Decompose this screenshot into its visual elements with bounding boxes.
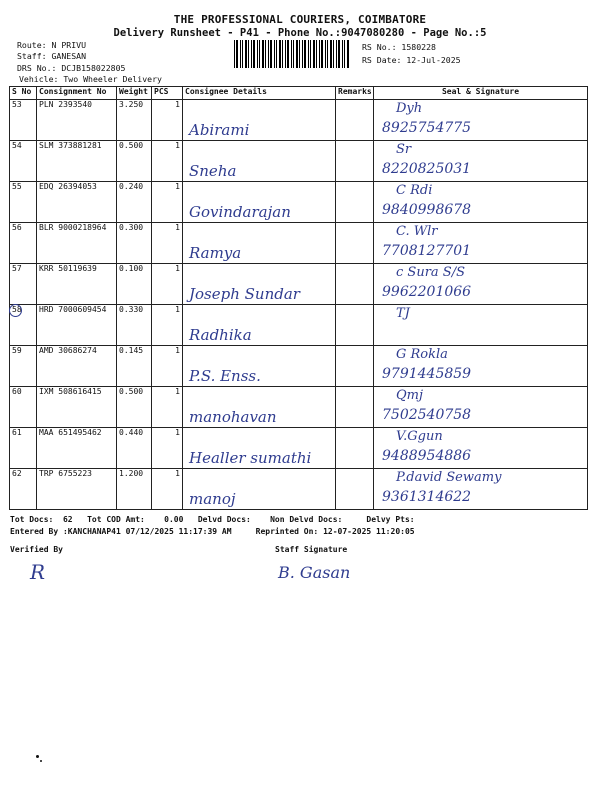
row-pcs: 1 bbox=[152, 387, 183, 428]
row-pcs: 1 bbox=[152, 428, 183, 469]
col-pcs: PCS bbox=[152, 87, 183, 100]
barcode-image bbox=[233, 40, 351, 68]
consignee-handwritten-name: Healler sumathi bbox=[189, 449, 312, 467]
row-pcs: 1 bbox=[152, 346, 183, 387]
row-consignment-no: HRD 7000609454 bbox=[37, 305, 117, 346]
row-pcs: 1 bbox=[152, 264, 183, 305]
consignee-handwritten-name: Sneha bbox=[189, 162, 237, 180]
row-consignee-cell bbox=[183, 346, 336, 387]
consignee-handwritten-name: manoj bbox=[189, 490, 236, 508]
row-sno: 60 bbox=[10, 387, 37, 428]
staff-signature: B. Gasan bbox=[278, 563, 351, 582]
row-sno: 56 bbox=[10, 223, 37, 264]
row-weight: 0.240 bbox=[117, 182, 152, 223]
row-signature-cell bbox=[374, 428, 588, 469]
row-remarks bbox=[336, 305, 374, 346]
row-sno: 61 bbox=[10, 428, 37, 469]
handwritten-phone: 7502540758 bbox=[382, 407, 472, 423]
consignee-handwritten-name: Joseph Sundar bbox=[189, 285, 300, 303]
table-row bbox=[10, 387, 588, 428]
row-consignee-cell bbox=[183, 100, 336, 141]
handwritten-phone: 8220825031 bbox=[382, 161, 472, 177]
table-row bbox=[10, 428, 588, 469]
row-weight: 0.500 bbox=[117, 141, 152, 182]
drs-number: DRS No.: DCJB158022805 bbox=[17, 63, 126, 73]
row-consignment-no: AMD 30686274 bbox=[37, 346, 117, 387]
row-consignee-cell bbox=[183, 428, 336, 469]
row-pcs: 1 bbox=[152, 469, 183, 510]
row-remarks bbox=[336, 469, 374, 510]
row-consignee-cell bbox=[183, 141, 336, 182]
consignee-handwritten-name: Abirami bbox=[189, 121, 250, 139]
row-consignee-cell bbox=[183, 223, 336, 264]
table-row bbox=[10, 223, 588, 264]
table-row bbox=[10, 100, 588, 141]
consignee-handwritten-name: P.S. Enss. bbox=[189, 367, 261, 385]
row-signature-cell bbox=[374, 346, 588, 387]
vehicle-info: Vehicle: Two Wheeler Delivery bbox=[19, 74, 162, 84]
route-info: Route: N PRIVU bbox=[17, 40, 87, 50]
runsheet-subtitle: Delivery Runsheet - P41 - Phone No.:9047080280 - Page No.:5 bbox=[113, 27, 487, 39]
row-consignee-cell bbox=[183, 469, 336, 510]
row-sno: 58 bbox=[10, 305, 37, 346]
handwritten-phone: 9361314622 bbox=[382, 489, 472, 505]
staff-info: Staff: GANESAN bbox=[17, 51, 87, 61]
row-signature-cell bbox=[374, 182, 588, 223]
handwritten-signature: V.Ggun bbox=[396, 429, 443, 444]
handwritten-signature: Sr bbox=[396, 142, 412, 157]
handwritten-phone: 9791445859 bbox=[382, 366, 472, 382]
row-consignment-no: SLM 373881281 bbox=[37, 141, 117, 182]
row-pcs: 1 bbox=[152, 141, 183, 182]
table-row bbox=[10, 469, 588, 510]
row-weight: 0.300 bbox=[117, 223, 152, 264]
row-weight: 0.100 bbox=[117, 264, 152, 305]
handwritten-phone: 7708127701 bbox=[382, 243, 472, 259]
consignee-handwritten-name: Radhika bbox=[189, 326, 252, 344]
table-row bbox=[10, 264, 588, 305]
totals-line: Tot Docs: 62 Tot COD Amt: 0.00 Delvd Docs: Non Delvd Docs: Delvy Pts: bbox=[10, 515, 415, 524]
col-consignee: Consignee Details bbox=[183, 87, 336, 100]
row-consignment-no: IXM 508616415 bbox=[37, 387, 117, 428]
handwritten-signature: Dyh bbox=[396, 101, 423, 116]
col-consignment: Consignment No bbox=[37, 87, 117, 100]
row-consignment-no: EDQ 26394053 bbox=[37, 182, 117, 223]
rs-date: RS Date: 12-Jul-2025 bbox=[362, 55, 461, 65]
row-signature-cell bbox=[374, 100, 588, 141]
table-header-row bbox=[10, 87, 588, 100]
table-row bbox=[10, 182, 588, 223]
col-remarks: Remarks bbox=[336, 87, 374, 100]
handwritten-phone: 8925754775 bbox=[382, 120, 472, 136]
row-pcs: 1 bbox=[152, 305, 183, 346]
row-weight: 0.145 bbox=[117, 346, 152, 387]
col-weight: Weight bbox=[117, 87, 152, 100]
consignee-handwritten-name: Ramya bbox=[189, 244, 242, 262]
row-weight: 3.250 bbox=[117, 100, 152, 141]
row-consignment-no: KRR 50119639 bbox=[37, 264, 117, 305]
row-consignment-no: MAA 651495462 bbox=[37, 428, 117, 469]
row-remarks bbox=[336, 428, 374, 469]
verified-signature: R bbox=[30, 560, 46, 584]
handwritten-phone: 9488954886 bbox=[382, 448, 472, 464]
row-weight: 1.200 bbox=[117, 469, 152, 510]
row-signature-cell bbox=[374, 469, 588, 510]
handwritten-phone: 9962201066 bbox=[382, 284, 472, 300]
table-row bbox=[10, 141, 588, 182]
row-consignee-cell bbox=[183, 182, 336, 223]
consignee-handwritten-name: Govindarajan bbox=[189, 203, 291, 221]
handwritten-signature: Qmj bbox=[396, 388, 424, 403]
row-58-circle-mark bbox=[9, 304, 22, 317]
col-signature: Seal & Signature bbox=[374, 87, 588, 100]
row-weight: 0.440 bbox=[117, 428, 152, 469]
staff-signature-label: Staff Signature bbox=[275, 545, 348, 554]
handwritten-phone: 9840998678 bbox=[382, 202, 472, 218]
row-consignment-no: BLR 9000218964 bbox=[37, 223, 117, 264]
handwritten-signature: G Rokla bbox=[396, 347, 448, 362]
scan-speck bbox=[36, 755, 39, 758]
row-pcs: 1 bbox=[152, 223, 183, 264]
row-remarks bbox=[336, 346, 374, 387]
entered-by-line: Entered By :KANCHANAP41 07/12/2025 11:17:39 AM Reprinted On: 12-07-2025 11:20:05 bbox=[10, 527, 415, 536]
handwritten-signature: c Sura S/S bbox=[396, 265, 465, 280]
row-weight: 0.330 bbox=[117, 305, 152, 346]
row-remarks bbox=[336, 100, 374, 141]
rs-number: RS No.: 1580228 bbox=[362, 42, 436, 52]
table-row bbox=[10, 346, 588, 387]
row-sno: 57 bbox=[10, 264, 37, 305]
row-sno: 55 bbox=[10, 182, 37, 223]
row-sno: 59 bbox=[10, 346, 37, 387]
row-sno: 54 bbox=[10, 141, 37, 182]
row-consignment-no: PLN 2393540 bbox=[37, 100, 117, 141]
row-remarks bbox=[336, 223, 374, 264]
row-pcs: 1 bbox=[152, 182, 183, 223]
handwritten-signature: TJ bbox=[396, 306, 410, 321]
handwritten-signature: C. Wlr bbox=[396, 224, 438, 239]
row-remarks bbox=[336, 264, 374, 305]
row-signature-cell bbox=[374, 305, 588, 346]
handwritten-signature: P.david Sewamy bbox=[396, 470, 502, 485]
scan-speck bbox=[40, 760, 42, 762]
row-weight: 0.500 bbox=[117, 387, 152, 428]
row-signature-cell bbox=[374, 223, 588, 264]
row-signature-cell bbox=[374, 387, 588, 428]
table-row bbox=[10, 305, 588, 346]
row-signature-cell bbox=[374, 264, 588, 305]
row-consignee-cell bbox=[183, 305, 336, 346]
row-consignment-no: TRP 6755223 bbox=[37, 469, 117, 510]
handwritten-signature: C Rdi bbox=[396, 183, 433, 198]
row-remarks bbox=[336, 141, 374, 182]
runsheet-table bbox=[9, 86, 588, 510]
row-sno: 53 bbox=[10, 100, 37, 141]
row-sno: 62 bbox=[10, 469, 37, 510]
row-signature-cell bbox=[374, 141, 588, 182]
row-pcs: 1 bbox=[152, 100, 183, 141]
verified-by-label: Verified By bbox=[10, 545, 63, 554]
row-consignee-cell bbox=[183, 264, 336, 305]
row-consignee-cell bbox=[183, 387, 336, 428]
consignee-handwritten-name: manohavan bbox=[189, 408, 277, 426]
row-remarks bbox=[336, 387, 374, 428]
row-remarks bbox=[336, 182, 374, 223]
col-sno: S No bbox=[10, 87, 37, 100]
company-title: THE PROFESSIONAL COURIERS, COIMBATORE bbox=[173, 13, 427, 26]
